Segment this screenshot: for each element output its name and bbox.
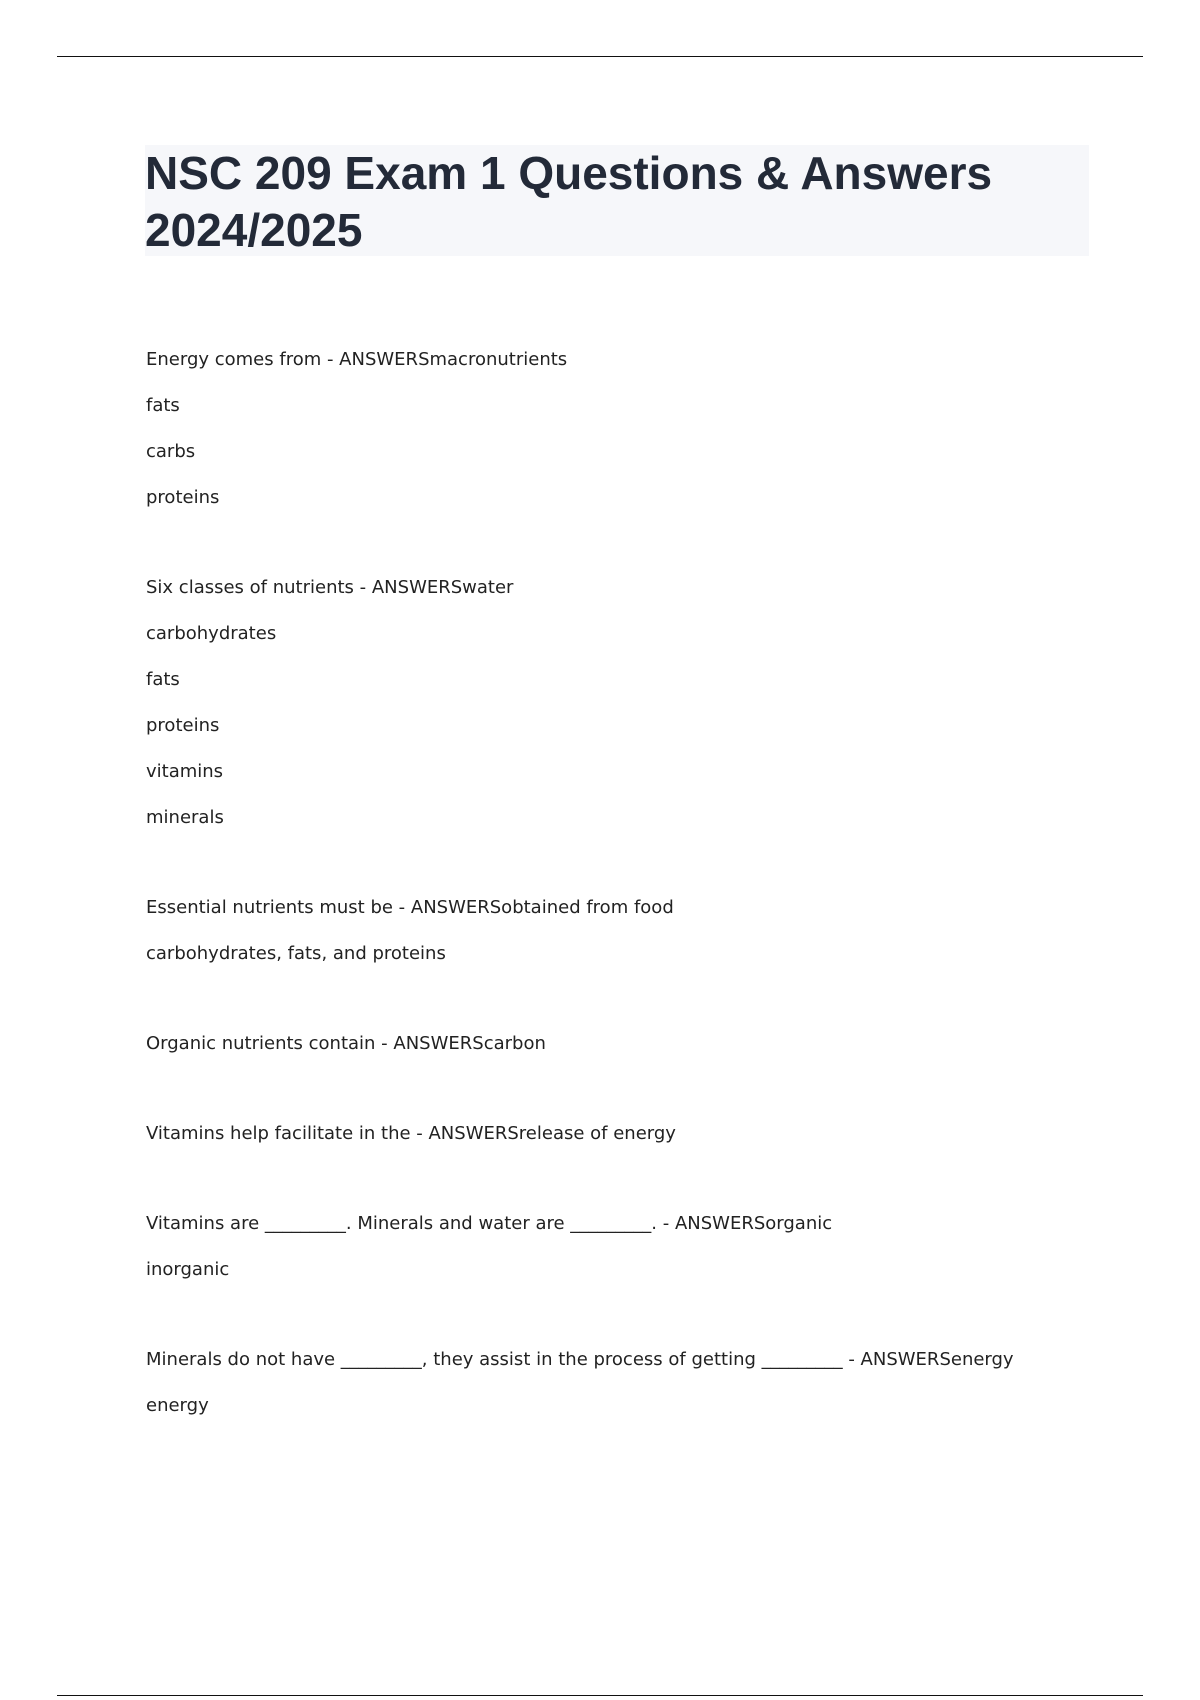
document-title [145,145,1089,259]
qa-answer-line: proteins [146,487,220,508]
qa-question-line: Essential nutrients must be - ANSWERSobtained from food [146,897,674,918]
qa-item [146,1121,1096,1167]
qa-item [146,1347,1096,1439]
qa-question-line: Six classes of nutrients - ANSWERSwater [146,577,514,598]
qa-item [146,575,1096,851]
qa-answer-line: energy [146,1395,209,1416]
qa-answer-line: fats [146,395,180,416]
qa-item [146,347,1096,531]
qa-item [146,1031,1096,1077]
qa-question-line: Vitamins help facilitate in the - ANSWERSrelease of energy [146,1123,676,1144]
header-rule [57,56,1143,57]
qa-item [146,895,1096,987]
qa-question-line: Organic nutrients contain - ANSWERScarbon [146,1033,546,1054]
qa-answer-line: fats [146,669,180,690]
document-title-line-1: NSC 209 Exam 1 Questions & Answers [145,147,993,199]
qa-answer-line: carbohydrates [146,623,277,644]
title-box [145,145,1089,256]
qa-question-line: Minerals do not have _________, they assist in the process of getting _________ - ANSWERSenergy [146,1349,1014,1370]
qa-question-line: Vitamins are _________. Minerals and water are _________. - ANSWERSorganic [146,1213,833,1234]
qa-answer-line: proteins [146,715,220,736]
qa-answer-line: carbohydrates, fats, and proteins [146,943,446,964]
qa-answer-line: vitamins [146,761,224,782]
qa-answer-line: minerals [146,807,224,828]
qa-question-line: Energy comes from - ANSWERSmacronutrients [146,349,568,370]
footer-rule [57,1695,1143,1696]
document-title-line-2: 2024/2025 [145,204,363,256]
qa-list [146,347,1096,1483]
qa-answer-line: inorganic [146,1259,230,1280]
qa-answer-line: carbs [146,441,196,462]
qa-item [146,1211,1096,1303]
